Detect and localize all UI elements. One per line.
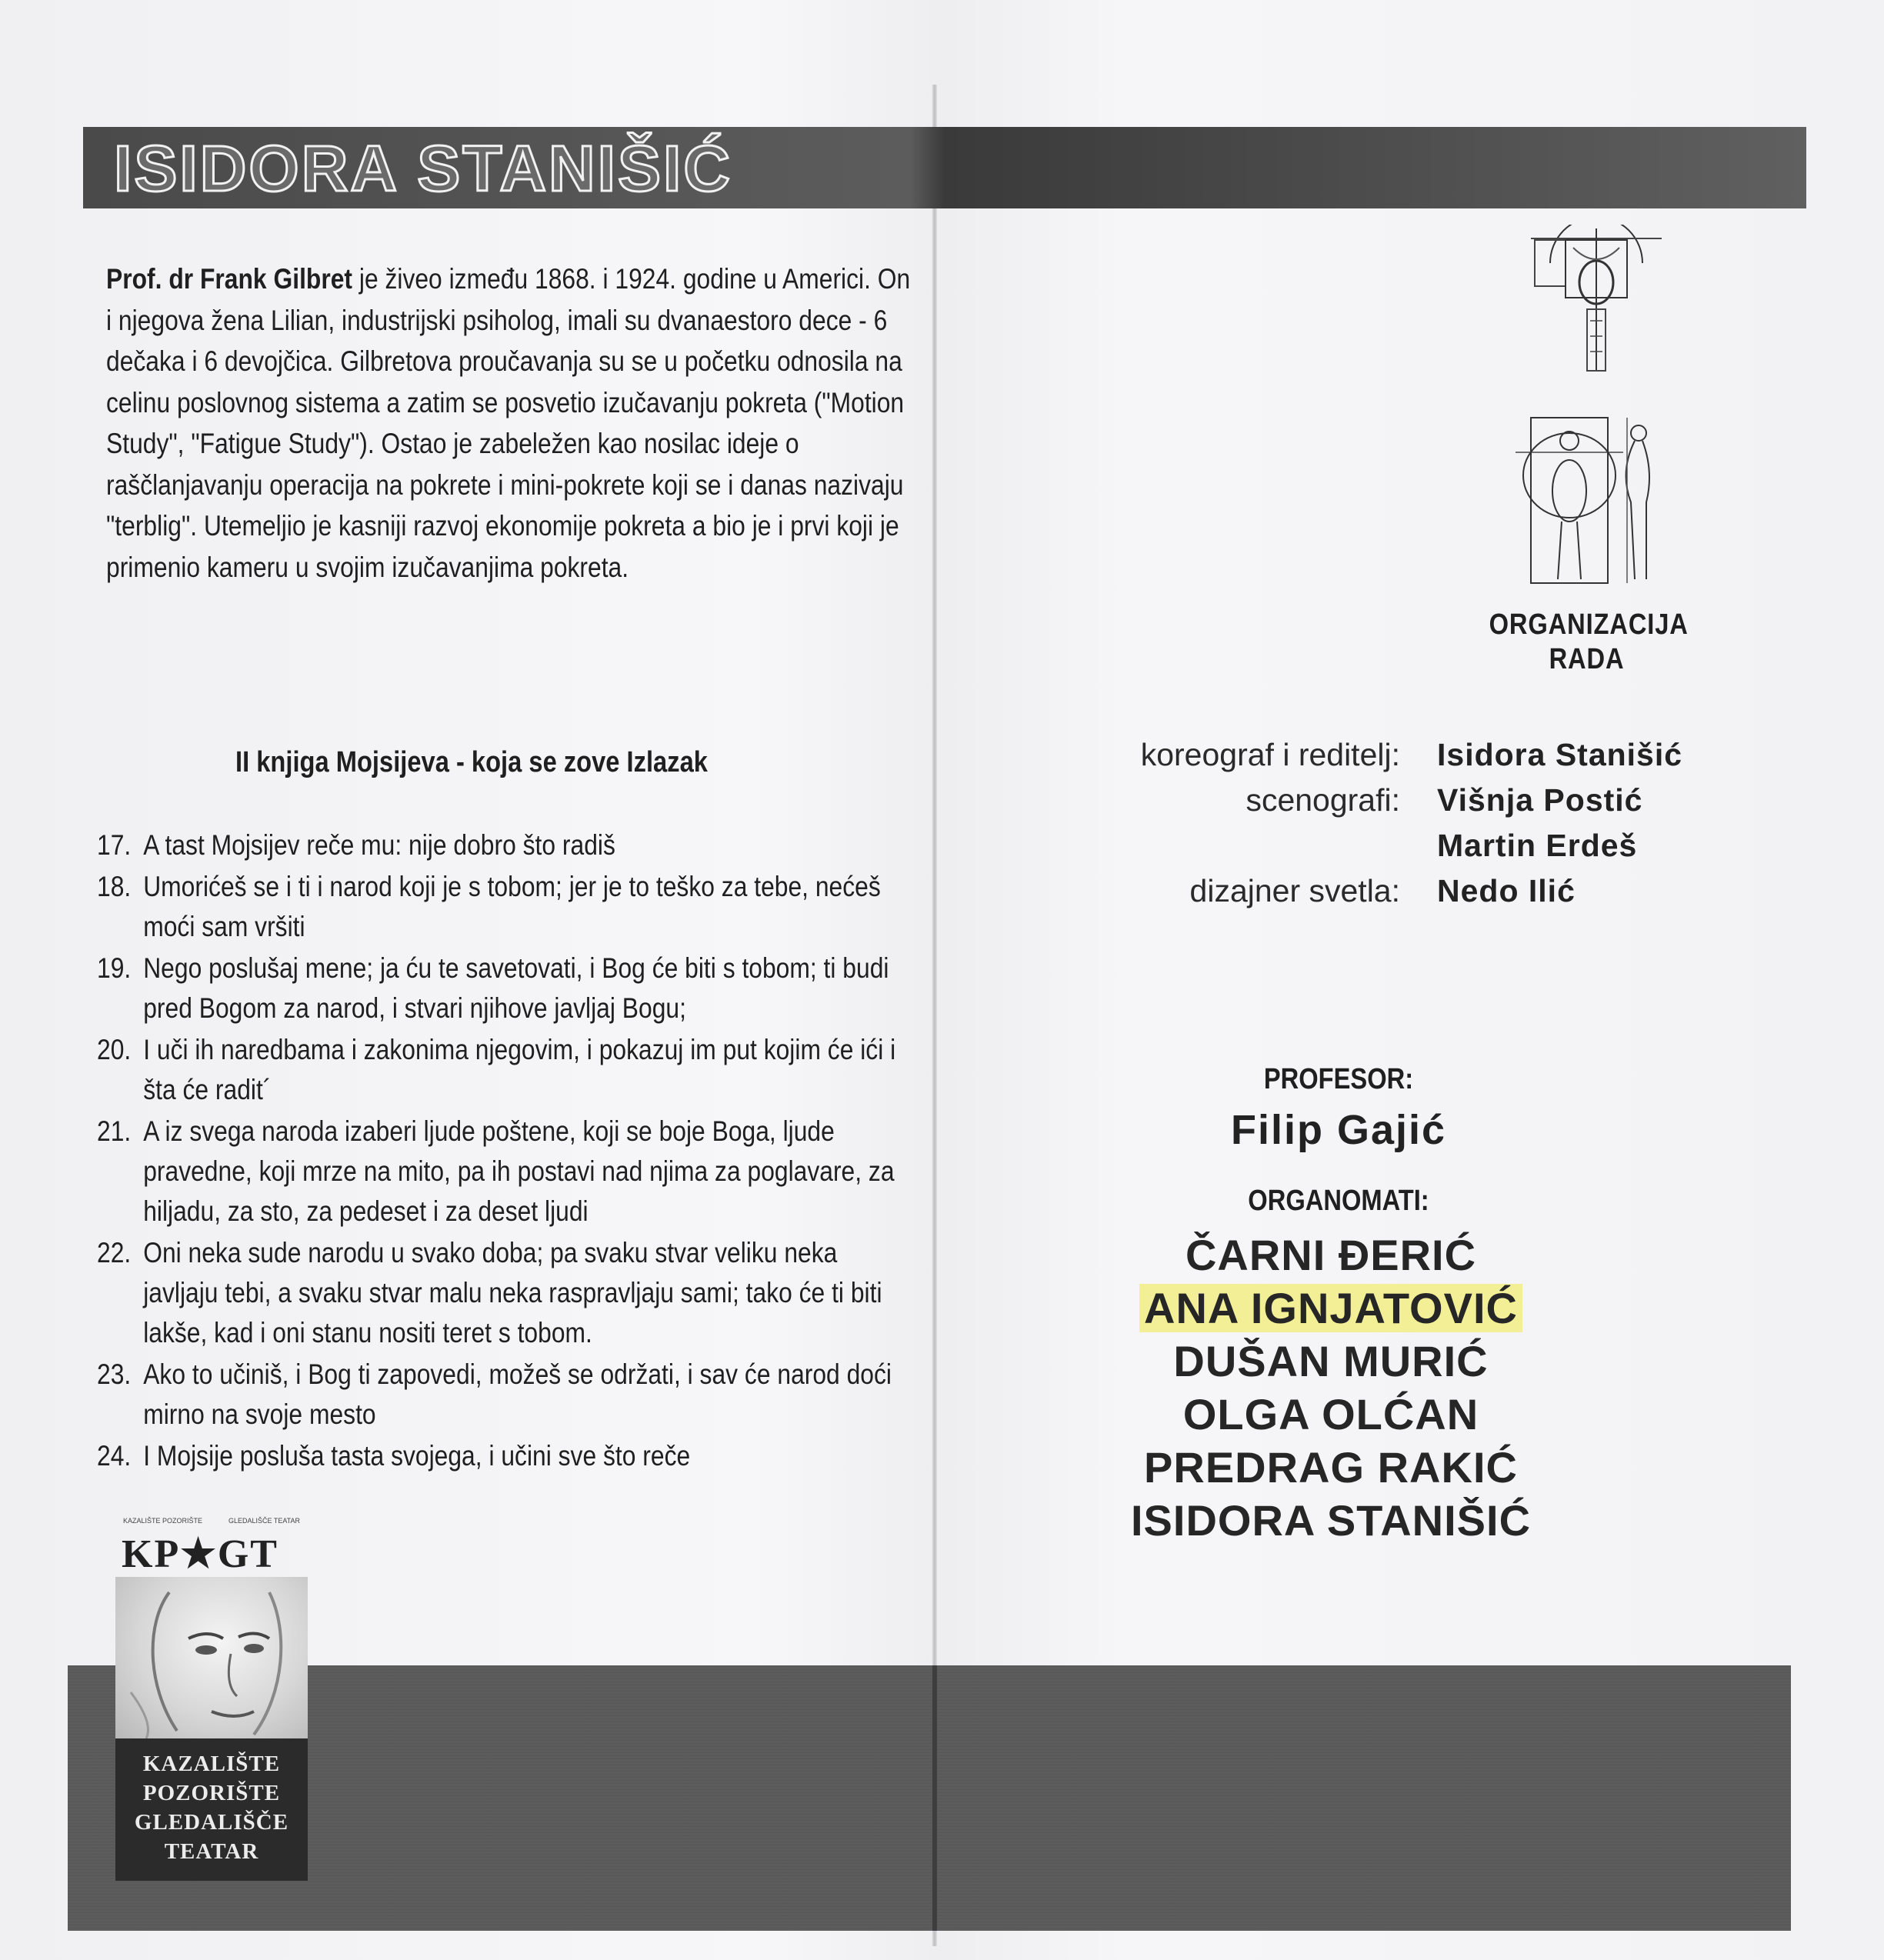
verse-item <box>97 1233 917 1353</box>
verse-number: 17. <box>97 829 132 861</box>
member-name: OLGA OLĆAN <box>1182 1390 1479 1438</box>
verse-item <box>97 1436 917 1476</box>
verse-list <box>97 825 917 1476</box>
intro-name: Prof. dr Frank Gilbret <box>106 263 353 295</box>
credit-row <box>1000 868 1739 914</box>
member-item <box>1077 1441 1585 1494</box>
logo-mark: KP★GT <box>122 1532 278 1576</box>
verse-text: A iz svega naroda izaberi ljude poštene, koji se boje Boga, ljude pravedne, koji mrze na mito, pa ih postavi nad njima za poglavare, za hiljadu, za sto, za pedeset i za deset ljudi <box>143 1115 895 1227</box>
verse-text: Umorićeš se i ti i narod koji je s tobom; jer je to teško za tebe, nećeš moći sam vršiti <box>143 871 881 942</box>
intro-paragraph <box>106 258 920 588</box>
intro-block <box>106 258 922 588</box>
verse-number: 20. <box>97 1034 132 1065</box>
credit-value: Isidora Stanišić <box>1437 737 1683 772</box>
verse-item <box>97 825 917 865</box>
member-name: ISIDORA STANIŠIĆ <box>1130 1496 1532 1545</box>
human-figure-diagram-icon <box>1508 414 1669 587</box>
credit-value: Nedo Ilić <box>1437 873 1576 908</box>
scripture-title: II knjiga Mojsijeva - koja se zove Izlazak <box>235 746 708 778</box>
verse-number: 21. <box>97 1115 132 1147</box>
verse-text: Oni neka sude narodu u svako doba; pa svaku stvar veliku neka javljaju tebi, a svaku stvar malu neka raspravljaju sami; tako će ti biti lakše, kad i oni stanu nositi teret s tobom. <box>143 1237 882 1348</box>
logo-line: GLEDALIŠČE <box>134 1810 289 1835</box>
motion-study-diagram-icon <box>1527 225 1666 375</box>
header-title: ISIDORA STANIŠIĆ <box>114 132 733 205</box>
verse-text: Nego poslušaj mene; ja ću te savetovati, i Bog će biti s tobom; ti budi pred Bogom za narod, i stvari njihove javljaj Bogu; <box>143 952 889 1024</box>
members-list <box>1077 1228 1585 1547</box>
face-icon <box>115 1577 308 1738</box>
logo-small-right: GLEDALIŠČE TEATAR <box>228 1517 300 1525</box>
credit-row <box>1000 823 1739 868</box>
verse-item <box>97 867 917 947</box>
kpgt-logo <box>115 1515 308 1881</box>
credit-label: koreograf i reditelj: <box>1140 737 1400 772</box>
verse-number: 19. <box>97 952 132 984</box>
member-name: PREDRAG RAKIĆ <box>1144 1443 1518 1492</box>
member-item <box>1077 1335 1585 1388</box>
credit-row <box>1000 778 1739 823</box>
credit-label <box>1000 823 1437 868</box>
verse-item <box>97 1355 917 1435</box>
credits-list <box>1000 732 1739 914</box>
verse-text: Ako to učiniš, i Bog ti zapovedi, možeš se održati, i sav će narod doći mirno na svoje mesto <box>143 1358 892 1430</box>
intro-text: je živeo između 1868. i 1924. godine u Americi. On i njegova žena Lilian, industrijski psiholog, imali su dvanaestoro dece - 6 dečaka i 6 devojčica. Gilbretova proučavanja su se u početku odnosila na celinu poslovnog sistema a zatim se posvetio izučavanju pokreta ("Motion Study", "Fatigue Study"). Ostao je zabeležen kao nosilac ideje o raščlanjavanju operacija na pokrete i mini-pokrete koji se i danas nazivaju "terblig". Utemeljio je kasniji razvoj ekonomije pokreta a bio je i prvi koji je primenio kameru u svojim izučavanjima pokreta. <box>106 263 911 583</box>
organomati-label: ORGANOMATI: <box>1248 1185 1429 1217</box>
credit-value: Martin Erdeš <box>1437 828 1638 863</box>
verse-item <box>97 948 917 1028</box>
credit-value: Višnja Postić <box>1437 782 1643 818</box>
verse-number: 24. <box>97 1440 132 1472</box>
logo-line: POZORIŠTE <box>142 1781 281 1805</box>
verse-text: A tast Mojsijev reče mu: nije dobro što radiš <box>143 829 615 861</box>
production-title <box>1489 608 1689 677</box>
member-item <box>1077 1388 1585 1441</box>
professor-name: Filip Gajić <box>1230 1107 1447 1153</box>
credit-label: dizajner svetla: <box>1189 873 1400 908</box>
member-item <box>1077 1494 1585 1547</box>
member-name-highlighted: ANA IGNJATOVIĆ <box>1139 1284 1522 1332</box>
verse-item <box>97 1030 917 1110</box>
verse-number: 18. <box>97 871 132 902</box>
logo-line: TEATAR <box>164 1839 259 1864</box>
verse-number: 23. <box>97 1358 132 1390</box>
verse-item <box>97 1112 917 1232</box>
logo-small-left: KAZALIŠTE POZORIŠTE <box>123 1517 203 1525</box>
logo-line: KAZALIŠTE <box>142 1752 281 1776</box>
credit-label: scenografi: <box>1245 782 1400 818</box>
header-band <box>83 127 1806 208</box>
verse-number: 22. <box>97 1237 132 1268</box>
member-name: ČARNI ĐERIĆ <box>1185 1231 1477 1279</box>
verse-text: I uči ih naredbama i zakonima njegovim, i pokazuj im put kojim će ići i šta će radit´ <box>143 1034 896 1105</box>
member-item <box>1077 1228 1585 1282</box>
production-title-line: RADA <box>1549 643 1625 675</box>
credit-row <box>1000 732 1739 778</box>
footer-band <box>68 1665 1791 1931</box>
verse-text: I Mojsije posluša tasta svojega, i učini sve što reče <box>143 1440 691 1472</box>
professor-label: PROFESOR: <box>1263 1063 1414 1095</box>
production-title-line: ORGANIZACIJA <box>1489 608 1689 641</box>
member-item <box>1077 1282 1585 1335</box>
face-illustration <box>115 1577 308 1738</box>
member-name: DUŠAN MURIĆ <box>1173 1337 1489 1385</box>
logo-plate <box>115 1738 308 1881</box>
logo-small-text <box>123 1517 300 1525</box>
